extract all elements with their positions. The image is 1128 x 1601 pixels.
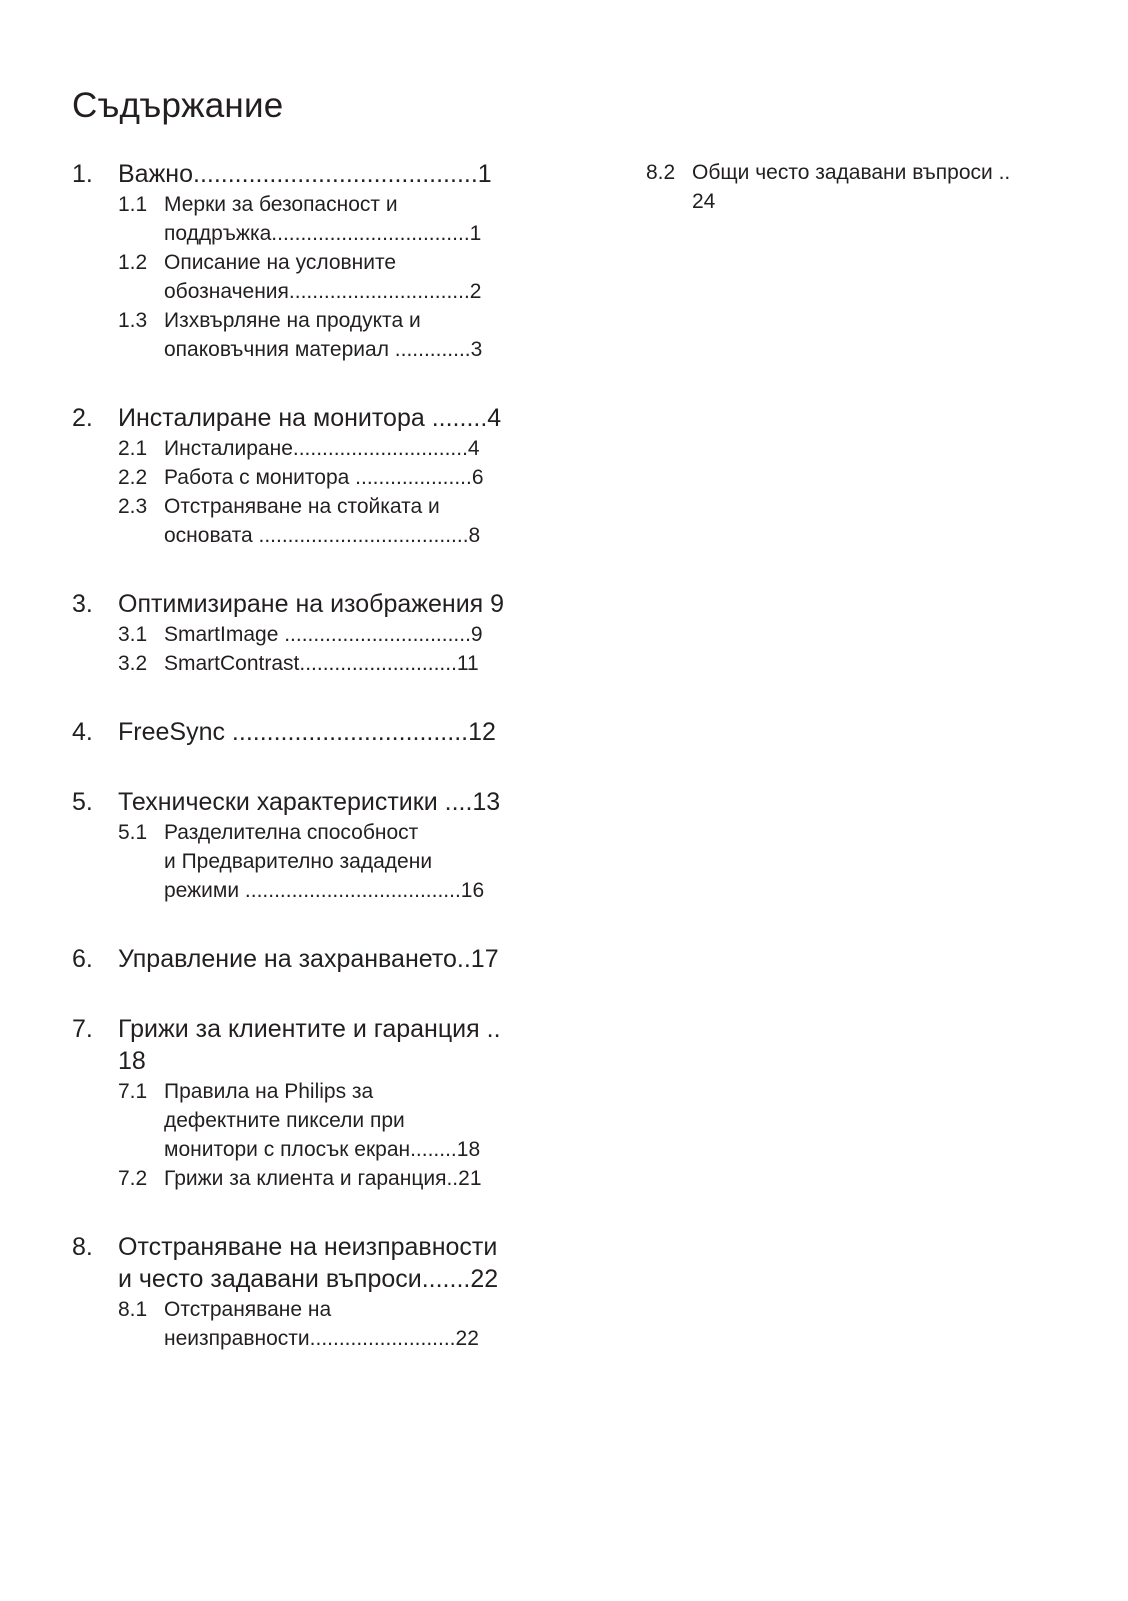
toc-entry[interactable] xyxy=(72,158,530,190)
section-gap xyxy=(72,364,530,402)
toc-subentry-number: 7.2 xyxy=(118,1167,148,1190)
toc-column-right xyxy=(646,158,1066,216)
toc-subentry-number: 1.3 xyxy=(118,309,148,332)
section-gap xyxy=(72,905,530,943)
toc-subentry-number: 2.1 xyxy=(118,437,148,460)
toc-subentry-title: Правила на Philips за xyxy=(164,1080,374,1103)
toc-entry-title: Важно.........................................1 xyxy=(118,160,492,188)
toc-subentry-title: монитори с плосък екран........18 xyxy=(164,1138,481,1161)
toc-subentry-title: Изхвърляне на продукта и xyxy=(164,309,421,332)
toc-entry-number: 4. xyxy=(72,718,93,746)
toc-entry-title: 18 xyxy=(118,1047,146,1075)
toc-subentry[interactable] xyxy=(72,463,530,492)
toc-subentry-title: режими .....................................16 xyxy=(164,879,485,902)
toc-entry[interactable] xyxy=(72,402,530,434)
toc-subentry[interactable] xyxy=(72,248,530,306)
toc-entry-title: Инсталиране на монитора ........4 xyxy=(118,404,502,432)
toc-column-left xyxy=(72,158,530,1353)
toc-subentry-title: Описание на условните xyxy=(164,251,397,274)
toc-subentry-title: неизправности.........................22 xyxy=(164,1327,479,1350)
toc-subentry-title: Общи често задавани въпроси .. xyxy=(692,161,1011,184)
toc-entry-title: Грижи за клиентите и гаранция .. xyxy=(118,1015,501,1043)
toc-subentry-number: 1.2 xyxy=(118,251,148,274)
toc-entry[interactable] xyxy=(72,1013,530,1077)
toc-subentry-title: Инсталиране..............................4 xyxy=(164,437,480,460)
toc-subentry-number: 7.1 xyxy=(118,1080,148,1103)
toc-subentry[interactable] xyxy=(72,434,530,463)
toc-subentry-title: Отстраняване на стойката и xyxy=(164,495,440,518)
toc-subentry-number: 8.2 xyxy=(646,161,676,184)
toc-entry[interactable] xyxy=(72,1231,530,1295)
toc-subentry-number: 1.1 xyxy=(118,193,148,216)
toc-entry-number: 2. xyxy=(72,404,93,432)
toc-entry-number: 1. xyxy=(72,160,93,188)
toc-subentry-number: 3.2 xyxy=(118,652,148,675)
toc-subentry-number: 5.1 xyxy=(118,821,148,844)
toc-subentry-title: Грижи за клиента и гаранция..21 xyxy=(164,1167,482,1190)
toc-subentry-title: и Предварително зададени xyxy=(164,850,433,873)
toc-entry[interactable] xyxy=(72,786,530,818)
toc-subentry-title: Разделителна способност xyxy=(164,821,419,844)
toc-subentry-title: SmartImage ................................9 xyxy=(164,623,483,646)
section-gap xyxy=(72,678,530,716)
toc-subentry-title: дефектните пиксели при xyxy=(164,1109,405,1132)
toc-entry-title: FreeSync ..................................12 xyxy=(118,718,496,746)
toc-subentry-number: 2.3 xyxy=(118,495,148,518)
toc-subentry[interactable] xyxy=(72,620,530,649)
toc-subentry-title: SmartContrast...........................11 xyxy=(164,652,479,675)
toc-entry-number: 5. xyxy=(72,788,93,816)
toc-subentry[interactable] xyxy=(646,158,1066,216)
toc-entry-title: Управление на захранването..17 xyxy=(118,945,499,973)
toc-entry[interactable] xyxy=(72,943,530,975)
toc-subentry-title: Отстраняване на xyxy=(164,1298,332,1321)
toc-entry-number: 8. xyxy=(72,1233,93,1261)
toc-entry-title: Отстраняване на неизправности xyxy=(118,1233,498,1261)
toc-subentry[interactable] xyxy=(72,649,530,678)
toc-subentry-title: Работа с монитора ....................6 xyxy=(164,466,484,489)
toc-entry[interactable] xyxy=(72,716,530,748)
toc-entry-number: 7. xyxy=(72,1015,93,1043)
toc-subentry-title: основата ....................................8 xyxy=(164,524,481,547)
section-gap xyxy=(72,1193,530,1231)
toc-subentry-title: Мерки за безопасност и xyxy=(164,193,398,216)
toc-subentry[interactable] xyxy=(72,818,530,905)
toc-subentry[interactable] xyxy=(72,1077,530,1164)
toc-subentry-title: поддръжка..................................1 xyxy=(164,222,482,245)
section-gap xyxy=(72,748,530,786)
toc-entry-title: Оптимизиране на изображения 9 xyxy=(118,590,505,618)
toc-subentry[interactable] xyxy=(72,1295,530,1353)
toc-entry-title: Технически характеристики ....13 xyxy=(118,788,501,816)
toc-entry-title: и често задавани въпроси.......22 xyxy=(118,1265,499,1293)
section-gap xyxy=(72,975,530,1013)
toc-subentry-title: опаковъчния материал .............3 xyxy=(164,338,483,361)
toc-subentry-number: 2.2 xyxy=(118,466,148,489)
toc-entry-number: 6. xyxy=(72,945,93,973)
toc-subentry-title: обозначения...............................2 xyxy=(164,280,482,303)
toc-subentry[interactable] xyxy=(72,1164,530,1193)
toc-subentry-number: 8.1 xyxy=(118,1298,148,1321)
toc-entry[interactable] xyxy=(72,588,530,620)
toc-subentry-title: 24 xyxy=(692,190,716,213)
toc-subentry-number: 3.1 xyxy=(118,623,148,646)
toc-entry-number: 3. xyxy=(72,590,93,618)
page-title: Съдържание xyxy=(72,86,284,125)
toc-subentry[interactable] xyxy=(72,492,530,550)
toc-subentry[interactable] xyxy=(72,306,530,364)
section-gap xyxy=(72,550,530,588)
toc-subentry[interactable] xyxy=(72,190,530,248)
